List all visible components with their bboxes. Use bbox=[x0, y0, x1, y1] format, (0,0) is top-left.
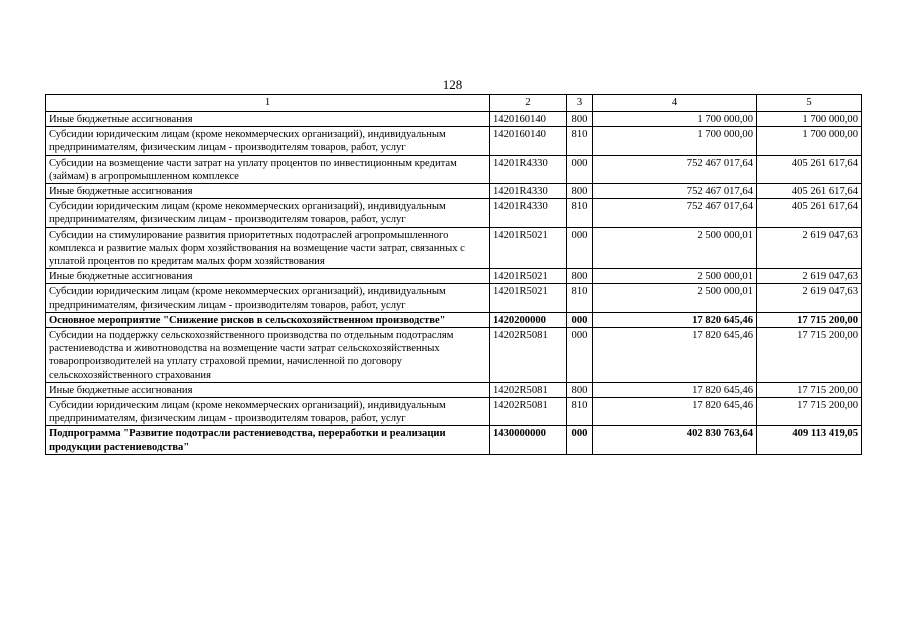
amount-2-cell: 1 700 000,00 bbox=[757, 112, 862, 127]
amount-2-cell: 17 715 200,00 bbox=[757, 312, 862, 327]
type-cell: 800 bbox=[567, 269, 593, 284]
table-row bbox=[46, 227, 862, 269]
amount-1-cell: 17 820 645,46 bbox=[593, 312, 757, 327]
table-row bbox=[46, 312, 862, 327]
table-row bbox=[46, 284, 862, 312]
code-cell: 14202R5081 bbox=[490, 398, 567, 426]
column-header-amount-1: 4 bbox=[593, 95, 757, 112]
code-cell: 14202R5081 bbox=[490, 328, 567, 383]
type-cell: 810 bbox=[567, 284, 593, 312]
amount-2-cell: 17 715 200,00 bbox=[757, 382, 862, 397]
amount-1-cell: 752 467 017,64 bbox=[593, 155, 757, 183]
name-cell: Иные бюджетные ассигнования bbox=[46, 269, 490, 284]
table-row bbox=[46, 382, 862, 397]
budget-table bbox=[45, 94, 862, 455]
code-cell: 14201R5021 bbox=[490, 227, 567, 269]
type-cell: 000 bbox=[567, 328, 593, 383]
table-row bbox=[46, 112, 862, 127]
code-cell: 14201R5021 bbox=[490, 284, 567, 312]
code-cell: 1420160140 bbox=[490, 127, 567, 155]
column-header-code: 2 bbox=[490, 95, 567, 112]
column-header-amount-2: 5 bbox=[757, 95, 862, 112]
code-cell: 1420200000 bbox=[490, 312, 567, 327]
amount-2-cell: 17 715 200,00 bbox=[757, 398, 862, 426]
amount-1-cell: 17 820 645,46 bbox=[593, 398, 757, 426]
name-cell: Основное мероприятие "Снижение рисков в сельскохозяйственном производстве" bbox=[46, 312, 490, 327]
code-cell: 14201R5021 bbox=[490, 269, 567, 284]
table-row bbox=[46, 184, 862, 199]
table-row bbox=[46, 155, 862, 183]
amount-2-cell: 1 700 000,00 bbox=[757, 127, 862, 155]
amount-2-cell: 17 715 200,00 bbox=[757, 328, 862, 383]
type-cell: 000 bbox=[567, 155, 593, 183]
name-cell: Субсидии на стимулирование развития приоритетных подотраслей агропромышленного комплекса и развитие малых форм хозяйствования на возмещение части затрат, связанных с уплатой процентов по кредитам малых форм хозяйствования bbox=[46, 227, 490, 269]
amount-1-cell: 2 500 000,01 bbox=[593, 284, 757, 312]
type-cell: 000 bbox=[567, 312, 593, 327]
type-cell: 000 bbox=[567, 426, 593, 454]
name-cell: Субсидии на поддержку сельскохозяйственного производства по отдельным подотраслям растениеводства и животноводства на возмещение части затрат сельскохозяйственных товаропроизводителей на уплату страховой премии, начисленной по договору сельскохозяйственного страхования bbox=[46, 328, 490, 383]
name-cell: Субсидии юридическим лицам (кроме некоммерческих организаций), индивидуальным предпринимателям, физическим лицам - производителям товаров, работ, услуг bbox=[46, 127, 490, 155]
amount-2-cell: 2 619 047,63 bbox=[757, 284, 862, 312]
amount-2-cell: 409 113 419,05 bbox=[757, 426, 862, 454]
name-cell: Субсидии юридическим лицам (кроме некоммерческих организаций), индивидуальным предпринимателям, физическим лицам - производителям товаров, работ, услуг bbox=[46, 284, 490, 312]
amount-1-cell: 1 700 000,00 bbox=[593, 127, 757, 155]
amount-1-cell: 752 467 017,64 bbox=[593, 184, 757, 199]
name-cell: Субсидии на возмещение части затрат на уплату процентов по инвестиционным кредитам (займам) в агропромышленном комплексе bbox=[46, 155, 490, 183]
type-cell: 810 bbox=[567, 199, 593, 227]
table-row bbox=[46, 426, 862, 454]
name-cell: Иные бюджетные ассигнования bbox=[46, 184, 490, 199]
table-row bbox=[46, 199, 862, 227]
amount-2-cell: 2 619 047,63 bbox=[757, 269, 862, 284]
amount-1-cell: 1 700 000,00 bbox=[593, 112, 757, 127]
name-cell: Иные бюджетные ассигнования bbox=[46, 112, 490, 127]
name-cell: Субсидии юридическим лицам (кроме некоммерческих организаций), индивидуальным предпринимателям, физическим лицам - производителям товаров, работ, услуг bbox=[46, 199, 490, 227]
type-cell: 810 bbox=[567, 127, 593, 155]
type-cell: 800 bbox=[567, 382, 593, 397]
amount-1-cell: 2 500 000,01 bbox=[593, 269, 757, 284]
column-header-name: 1 bbox=[46, 95, 490, 112]
amount-2-cell: 405 261 617,64 bbox=[757, 199, 862, 227]
code-cell: 1420160140 bbox=[490, 112, 567, 127]
code-cell: 1430000000 bbox=[490, 426, 567, 454]
table-row bbox=[46, 269, 862, 284]
amount-1-cell: 17 820 645,46 bbox=[593, 328, 757, 383]
table-header-row bbox=[46, 95, 862, 112]
amount-2-cell: 405 261 617,64 bbox=[757, 184, 862, 199]
type-cell: 800 bbox=[567, 112, 593, 127]
amount-1-cell: 17 820 645,46 bbox=[593, 382, 757, 397]
name-cell: Иные бюджетные ассигнования bbox=[46, 382, 490, 397]
type-cell: 800 bbox=[567, 184, 593, 199]
name-cell: Субсидии юридическим лицам (кроме некоммерческих организаций), индивидуальным предпринимателям, физическим лицам - производителям товаров, работ, услуг bbox=[46, 398, 490, 426]
amount-1-cell: 752 467 017,64 bbox=[593, 199, 757, 227]
amount-1-cell: 402 830 763,64 bbox=[593, 426, 757, 454]
code-cell: 14202R5081 bbox=[490, 382, 567, 397]
type-cell: 000 bbox=[567, 227, 593, 269]
column-header-type: 3 bbox=[567, 95, 593, 112]
name-cell: Подпрограмма "Развитие подотрасли растениеводства, переработки и реализации продукции растениеводства" bbox=[46, 426, 490, 454]
type-cell: 810 bbox=[567, 398, 593, 426]
table-row bbox=[46, 127, 862, 155]
amount-1-cell: 2 500 000,01 bbox=[593, 227, 757, 269]
code-cell: 14201R4330 bbox=[490, 155, 567, 183]
amount-2-cell: 2 619 047,63 bbox=[757, 227, 862, 269]
table-row bbox=[46, 328, 862, 383]
code-cell: 14201R4330 bbox=[490, 199, 567, 227]
amount-2-cell: 405 261 617,64 bbox=[757, 155, 862, 183]
table-row bbox=[46, 398, 862, 426]
page-number: 128 bbox=[442, 77, 463, 92]
code-cell: 14201R4330 bbox=[490, 184, 567, 199]
